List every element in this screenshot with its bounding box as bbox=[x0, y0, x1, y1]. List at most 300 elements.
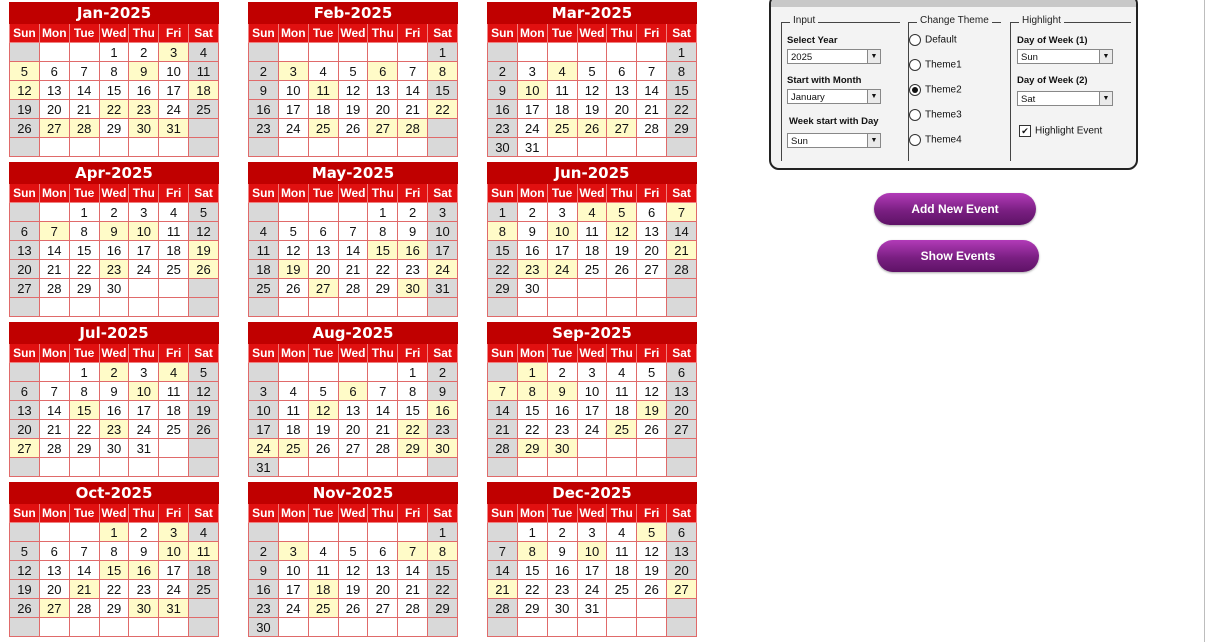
day-cell[interactable]: 28 bbox=[667, 260, 697, 279]
day-cell[interactable]: 15 bbox=[488, 241, 518, 260]
day-cell[interactable]: 6 bbox=[607, 62, 637, 81]
day-cell[interactable]: 29 bbox=[517, 599, 547, 618]
day-cell[interactable]: 24 bbox=[129, 420, 159, 439]
day-cell[interactable]: 21 bbox=[69, 580, 99, 599]
day-cell[interactable]: 5 bbox=[338, 62, 368, 81]
day-cell[interactable]: 21 bbox=[488, 580, 518, 599]
day-cell[interactable]: 8 bbox=[398, 382, 428, 401]
day-cell[interactable]: 5 bbox=[577, 62, 607, 81]
day-cell[interactable]: 20 bbox=[607, 100, 637, 119]
day-cell[interactable]: 24 bbox=[577, 420, 607, 439]
day-cell[interactable]: 31 bbox=[517, 138, 547, 157]
day-cell[interactable]: 14 bbox=[69, 561, 99, 580]
week-start-dropdown[interactable] bbox=[787, 133, 881, 148]
day-cell[interactable]: 19 bbox=[278, 260, 308, 279]
day-cell[interactable]: 13 bbox=[308, 241, 338, 260]
day-cell[interactable]: 28 bbox=[39, 439, 69, 458]
day-cell[interactable]: 17 bbox=[159, 561, 189, 580]
day-cell[interactable]: 14 bbox=[488, 401, 518, 420]
day-cell[interactable]: 11 bbox=[577, 222, 607, 241]
day-cell[interactable]: 19 bbox=[308, 420, 338, 439]
day-cell[interactable]: 4 bbox=[547, 62, 577, 81]
day-cell[interactable]: 24 bbox=[547, 260, 577, 279]
day-cell[interactable]: 17 bbox=[428, 241, 458, 260]
day-cell[interactable]: 24 bbox=[159, 100, 189, 119]
day-cell[interactable]: 14 bbox=[338, 241, 368, 260]
day-cell[interactable]: 30 bbox=[428, 439, 458, 458]
day-cell[interactable]: 26 bbox=[577, 119, 607, 138]
day-cell[interactable]: 22 bbox=[99, 100, 129, 119]
theme-radio-theme1[interactable] bbox=[909, 59, 962, 71]
day-cell[interactable]: 1 bbox=[69, 203, 99, 222]
day-cell[interactable]: 13 bbox=[667, 542, 697, 561]
day-cell[interactable]: 17 bbox=[129, 241, 159, 260]
day-cell[interactable]: 3 bbox=[129, 363, 159, 382]
day-cell[interactable]: 17 bbox=[278, 100, 308, 119]
day-cell[interactable]: 10 bbox=[159, 62, 189, 81]
day-cell[interactable]: 6 bbox=[39, 62, 69, 81]
day-cell[interactable]: 23 bbox=[249, 599, 279, 618]
day-cell[interactable]: 8 bbox=[69, 382, 99, 401]
day-cell[interactable]: 30 bbox=[398, 279, 428, 298]
day-cell[interactable]: 21 bbox=[398, 100, 428, 119]
day-cell[interactable]: 4 bbox=[308, 62, 338, 81]
day-cell[interactable]: 18 bbox=[159, 241, 189, 260]
day-cell[interactable]: 24 bbox=[428, 260, 458, 279]
day-cell[interactable]: 8 bbox=[517, 542, 547, 561]
day-cell[interactable]: 23 bbox=[398, 260, 428, 279]
day-cell[interactable]: 15 bbox=[428, 81, 458, 100]
day-cell[interactable]: 28 bbox=[69, 599, 99, 618]
day-cell[interactable]: 2 bbox=[99, 363, 129, 382]
day-cell[interactable]: 1 bbox=[517, 523, 547, 542]
day-cell[interactable]: 7 bbox=[338, 222, 368, 241]
day-cell[interactable]: 12 bbox=[338, 81, 368, 100]
day-cell[interactable]: 15 bbox=[69, 241, 99, 260]
day-cell[interactable]: 23 bbox=[428, 420, 458, 439]
day-cell[interactable]: 31 bbox=[159, 599, 189, 618]
day-cell[interactable]: 7 bbox=[488, 542, 518, 561]
day-cell[interactable]: 26 bbox=[308, 439, 338, 458]
day-cell[interactable]: 28 bbox=[488, 439, 518, 458]
day-cell[interactable]: 6 bbox=[10, 222, 40, 241]
day-cell[interactable]: 22 bbox=[99, 580, 129, 599]
day-cell[interactable]: 1 bbox=[428, 523, 458, 542]
day-cell[interactable]: 12 bbox=[577, 81, 607, 100]
day-cell[interactable]: 28 bbox=[637, 119, 667, 138]
day-cell[interactable]: 5 bbox=[308, 382, 338, 401]
day-cell[interactable]: 4 bbox=[189, 523, 219, 542]
day-cell[interactable]: 10 bbox=[159, 542, 189, 561]
day-cell[interactable]: 18 bbox=[607, 561, 637, 580]
day-cell[interactable]: 27 bbox=[667, 580, 697, 599]
day-cell[interactable]: 24 bbox=[278, 119, 308, 138]
day-cell[interactable]: 16 bbox=[517, 241, 547, 260]
day-cell[interactable]: 19 bbox=[189, 401, 219, 420]
day-cell[interactable]: 22 bbox=[428, 100, 458, 119]
day-cell[interactable]: 13 bbox=[667, 382, 697, 401]
day-cell[interactable]: 18 bbox=[577, 241, 607, 260]
day-cell[interactable]: 29 bbox=[667, 119, 697, 138]
day-cell[interactable]: 9 bbox=[428, 382, 458, 401]
day-cell[interactable]: 21 bbox=[637, 100, 667, 119]
day-cell[interactable]: 11 bbox=[159, 222, 189, 241]
day-cell[interactable]: 15 bbox=[368, 241, 398, 260]
day-cell[interactable]: 17 bbox=[517, 100, 547, 119]
day-cell[interactable]: 31 bbox=[249, 458, 279, 477]
day-cell[interactable]: 8 bbox=[368, 222, 398, 241]
day-cell[interactable]: 23 bbox=[99, 420, 129, 439]
day-cell[interactable]: 3 bbox=[547, 203, 577, 222]
day-cell[interactable]: 8 bbox=[428, 542, 458, 561]
day-cell[interactable]: 26 bbox=[10, 119, 40, 138]
day-cell[interactable]: 9 bbox=[398, 222, 428, 241]
day-cell[interactable]: 10 bbox=[517, 81, 547, 100]
day-cell[interactable]: 1 bbox=[667, 43, 697, 62]
day-cell[interactable]: 15 bbox=[428, 561, 458, 580]
day-cell[interactable]: 7 bbox=[368, 382, 398, 401]
day-cell[interactable]: 27 bbox=[637, 260, 667, 279]
day-cell[interactable]: 16 bbox=[547, 561, 577, 580]
day-cell[interactable]: 14 bbox=[368, 401, 398, 420]
show-events-button[interactable]: Show Events bbox=[877, 240, 1039, 272]
day-cell[interactable]: 11 bbox=[607, 382, 637, 401]
day-cell[interactable]: 5 bbox=[637, 523, 667, 542]
day-cell[interactable]: 9 bbox=[99, 222, 129, 241]
day-cell[interactable]: 6 bbox=[368, 62, 398, 81]
day-cell[interactable]: 2 bbox=[398, 203, 428, 222]
day-cell[interactable]: 26 bbox=[338, 599, 368, 618]
day-cell[interactable]: 21 bbox=[39, 260, 69, 279]
day-cell[interactable]: 5 bbox=[189, 363, 219, 382]
day-cell[interactable]: 30 bbox=[129, 599, 159, 618]
day-cell[interactable]: 22 bbox=[517, 580, 547, 599]
day-cell[interactable]: 21 bbox=[69, 100, 99, 119]
day-cell[interactable]: 20 bbox=[667, 561, 697, 580]
day-cell[interactable]: 2 bbox=[547, 523, 577, 542]
day-cell[interactable]: 13 bbox=[637, 222, 667, 241]
day-cell[interactable]: 9 bbox=[249, 561, 279, 580]
day-cell[interactable]: 25 bbox=[159, 420, 189, 439]
day-cell[interactable]: 27 bbox=[39, 119, 69, 138]
day-cell[interactable]: 21 bbox=[368, 420, 398, 439]
day-cell[interactable]: 7 bbox=[637, 62, 667, 81]
day-cell[interactable]: 18 bbox=[249, 260, 279, 279]
day-cell[interactable]: 12 bbox=[10, 561, 40, 580]
day-cell[interactable]: 20 bbox=[308, 260, 338, 279]
day-cell[interactable]: 6 bbox=[368, 542, 398, 561]
day-cell[interactable]: 23 bbox=[99, 260, 129, 279]
day-cell[interactable]: 9 bbox=[249, 81, 279, 100]
theme-radio-theme3[interactable] bbox=[909, 109, 962, 121]
day-cell[interactable]: 7 bbox=[488, 382, 518, 401]
day-cell[interactable]: 18 bbox=[308, 100, 338, 119]
day-cell[interactable]: 29 bbox=[69, 439, 99, 458]
day-cell[interactable]: 25 bbox=[577, 260, 607, 279]
day-cell[interactable]: 1 bbox=[368, 203, 398, 222]
day-cell[interactable]: 20 bbox=[637, 241, 667, 260]
day-cell[interactable]: 26 bbox=[637, 580, 667, 599]
day-cell[interactable]: 2 bbox=[428, 363, 458, 382]
day-cell[interactable]: 8 bbox=[99, 62, 129, 81]
day-cell[interactable]: 13 bbox=[10, 241, 40, 260]
day-cell[interactable]: 16 bbox=[488, 100, 518, 119]
day-cell[interactable]: 11 bbox=[278, 401, 308, 420]
day-cell[interactable]: 7 bbox=[398, 542, 428, 561]
day-cell[interactable]: 13 bbox=[368, 561, 398, 580]
day-cell[interactable]: 20 bbox=[667, 401, 697, 420]
day-cell[interactable]: 4 bbox=[278, 382, 308, 401]
day-cell[interactable]: 28 bbox=[368, 439, 398, 458]
day-cell[interactable]: 14 bbox=[637, 81, 667, 100]
day-cell[interactable]: 18 bbox=[308, 580, 338, 599]
day-cell[interactable]: 14 bbox=[667, 222, 697, 241]
day-cell[interactable]: 3 bbox=[129, 203, 159, 222]
day-cell[interactable]: 11 bbox=[607, 542, 637, 561]
day-cell[interactable]: 3 bbox=[159, 43, 189, 62]
day-cell[interactable]: 14 bbox=[39, 241, 69, 260]
day-cell[interactable]: 1 bbox=[428, 43, 458, 62]
day-cell[interactable]: 9 bbox=[517, 222, 547, 241]
day-cell[interactable]: 22 bbox=[368, 260, 398, 279]
day-cell[interactable]: 12 bbox=[10, 81, 40, 100]
day-cell[interactable]: 9 bbox=[99, 382, 129, 401]
day-cell[interactable]: 30 bbox=[129, 119, 159, 138]
day-cell[interactable]: 6 bbox=[39, 542, 69, 561]
day-cell[interactable]: 18 bbox=[607, 401, 637, 420]
day-cell[interactable]: 1 bbox=[99, 43, 129, 62]
day-cell[interactable]: 3 bbox=[159, 523, 189, 542]
day-cell[interactable]: 24 bbox=[278, 599, 308, 618]
day-cell[interactable]: 14 bbox=[398, 561, 428, 580]
day-cell[interactable]: 6 bbox=[667, 363, 697, 382]
day-cell[interactable]: 9 bbox=[547, 542, 577, 561]
day-cell[interactable]: 30 bbox=[99, 439, 129, 458]
day-cell[interactable]: 19 bbox=[607, 241, 637, 260]
day-cell[interactable]: 12 bbox=[607, 222, 637, 241]
day-cell[interactable]: 6 bbox=[10, 382, 40, 401]
day-cell[interactable]: 20 bbox=[368, 100, 398, 119]
day-cell[interactable]: 25 bbox=[278, 439, 308, 458]
day-cell[interactable]: 27 bbox=[338, 439, 368, 458]
day-cell[interactable]: 5 bbox=[10, 542, 40, 561]
highlight-event-checkbox[interactable] bbox=[1019, 125, 1102, 137]
day-cell[interactable]: 14 bbox=[488, 561, 518, 580]
day-cell[interactable]: 23 bbox=[547, 580, 577, 599]
day-cell[interactable]: 17 bbox=[547, 241, 577, 260]
day-cell[interactable]: 8 bbox=[99, 542, 129, 561]
day-cell[interactable]: 26 bbox=[189, 420, 219, 439]
day-cell[interactable]: 11 bbox=[189, 542, 219, 561]
day-cell[interactable]: 22 bbox=[517, 420, 547, 439]
day-cell[interactable]: 24 bbox=[577, 580, 607, 599]
day-cell[interactable]: 7 bbox=[39, 222, 69, 241]
day-cell[interactable]: 7 bbox=[667, 203, 697, 222]
day-cell[interactable]: 16 bbox=[547, 401, 577, 420]
day-cell[interactable]: 3 bbox=[577, 523, 607, 542]
day-cell[interactable]: 25 bbox=[189, 580, 219, 599]
day-cell[interactable]: 3 bbox=[517, 62, 547, 81]
day-cell[interactable]: 7 bbox=[398, 62, 428, 81]
day-cell[interactable]: 6 bbox=[338, 382, 368, 401]
day-cell[interactable]: 27 bbox=[308, 279, 338, 298]
theme-radio-theme4[interactable] bbox=[909, 134, 962, 146]
day-cell[interactable]: 14 bbox=[398, 81, 428, 100]
day-cell[interactable]: 3 bbox=[577, 363, 607, 382]
day-cell[interactable]: 22 bbox=[69, 420, 99, 439]
day-cell[interactable]: 23 bbox=[488, 119, 518, 138]
day-cell[interactable]: 12 bbox=[637, 382, 667, 401]
day-cell[interactable]: 28 bbox=[398, 599, 428, 618]
day-cell[interactable]: 17 bbox=[159, 81, 189, 100]
day-cell[interactable]: 22 bbox=[428, 580, 458, 599]
day-cell[interactable]: 20 bbox=[368, 580, 398, 599]
day-cell[interactable]: 16 bbox=[129, 81, 159, 100]
day-cell[interactable]: 29 bbox=[488, 279, 518, 298]
day-cell[interactable]: 22 bbox=[488, 260, 518, 279]
day-cell[interactable]: 10 bbox=[249, 401, 279, 420]
day-cell[interactable]: 23 bbox=[547, 420, 577, 439]
day-cell[interactable]: 7 bbox=[69, 62, 99, 81]
day-cell[interactable]: 8 bbox=[517, 382, 547, 401]
day-cell[interactable]: 29 bbox=[99, 119, 129, 138]
day-cell[interactable]: 29 bbox=[398, 439, 428, 458]
day-cell[interactable]: 29 bbox=[99, 599, 129, 618]
day-cell[interactable]: 30 bbox=[547, 599, 577, 618]
dow2-dropdown[interactable] bbox=[1017, 91, 1113, 106]
day-cell[interactable]: 6 bbox=[667, 523, 697, 542]
day-cell[interactable]: 10 bbox=[428, 222, 458, 241]
day-cell[interactable]: 25 bbox=[159, 260, 189, 279]
day-cell[interactable]: 19 bbox=[189, 241, 219, 260]
day-cell[interactable]: 5 bbox=[338, 542, 368, 561]
day-cell[interactable]: 10 bbox=[278, 561, 308, 580]
day-cell[interactable]: 17 bbox=[577, 401, 607, 420]
day-cell[interactable]: 19 bbox=[10, 100, 40, 119]
day-cell[interactable]: 24 bbox=[159, 580, 189, 599]
day-cell[interactable]: 11 bbox=[159, 382, 189, 401]
day-cell[interactable]: 21 bbox=[667, 241, 697, 260]
day-cell[interactable]: 21 bbox=[398, 580, 428, 599]
day-cell[interactable]: 26 bbox=[637, 420, 667, 439]
day-cell[interactable]: 22 bbox=[69, 260, 99, 279]
day-cell[interactable]: 9 bbox=[129, 62, 159, 81]
day-cell[interactable]: 27 bbox=[10, 439, 40, 458]
day-cell[interactable]: 19 bbox=[637, 401, 667, 420]
day-cell[interactable]: 16 bbox=[249, 580, 279, 599]
day-cell[interactable]: 20 bbox=[10, 260, 40, 279]
day-cell[interactable]: 26 bbox=[10, 599, 40, 618]
day-cell[interactable]: 1 bbox=[99, 523, 129, 542]
day-cell[interactable]: 5 bbox=[278, 222, 308, 241]
day-cell[interactable]: 19 bbox=[10, 580, 40, 599]
day-cell[interactable]: 16 bbox=[99, 401, 129, 420]
day-cell[interactable]: 18 bbox=[547, 100, 577, 119]
day-cell[interactable]: 6 bbox=[308, 222, 338, 241]
day-cell[interactable]: 3 bbox=[278, 62, 308, 81]
day-cell[interactable]: 20 bbox=[338, 420, 368, 439]
day-cell[interactable]: 4 bbox=[159, 363, 189, 382]
day-cell[interactable]: 24 bbox=[249, 439, 279, 458]
day-cell[interactable]: 2 bbox=[547, 363, 577, 382]
day-cell[interactable]: 4 bbox=[308, 542, 338, 561]
add-new-event-button[interactable]: Add New Event bbox=[874, 193, 1036, 225]
day-cell[interactable]: 20 bbox=[39, 100, 69, 119]
day-cell[interactable]: 15 bbox=[99, 561, 129, 580]
day-cell[interactable]: 30 bbox=[249, 618, 279, 637]
day-cell[interactable]: 14 bbox=[69, 81, 99, 100]
day-cell[interactable]: 2 bbox=[99, 203, 129, 222]
day-cell[interactable]: 23 bbox=[517, 260, 547, 279]
day-cell[interactable]: 18 bbox=[189, 81, 219, 100]
day-cell[interactable]: 24 bbox=[129, 260, 159, 279]
day-cell[interactable]: 9 bbox=[129, 542, 159, 561]
day-cell[interactable]: 16 bbox=[129, 561, 159, 580]
day-cell[interactable]: 17 bbox=[278, 580, 308, 599]
day-cell[interactable]: 25 bbox=[607, 580, 637, 599]
day-cell[interactable]: 5 bbox=[189, 203, 219, 222]
day-cell[interactable]: 28 bbox=[39, 279, 69, 298]
day-cell[interactable]: 13 bbox=[607, 81, 637, 100]
day-cell[interactable]: 26 bbox=[278, 279, 308, 298]
day-cell[interactable]: 30 bbox=[547, 439, 577, 458]
day-cell[interactable]: 13 bbox=[39, 81, 69, 100]
day-cell[interactable]: 16 bbox=[249, 100, 279, 119]
day-cell[interactable]: 9 bbox=[488, 81, 518, 100]
day-cell[interactable]: 23 bbox=[249, 119, 279, 138]
day-cell[interactable]: 27 bbox=[39, 599, 69, 618]
day-cell[interactable]: 18 bbox=[278, 420, 308, 439]
day-cell[interactable]: 5 bbox=[10, 62, 40, 81]
day-cell[interactable]: 2 bbox=[249, 62, 279, 81]
day-cell[interactable]: 27 bbox=[368, 599, 398, 618]
day-cell[interactable]: 10 bbox=[577, 382, 607, 401]
day-cell[interactable]: 5 bbox=[607, 203, 637, 222]
day-cell[interactable]: 26 bbox=[607, 260, 637, 279]
day-cell[interactable]: 2 bbox=[129, 523, 159, 542]
day-cell[interactable]: 30 bbox=[99, 279, 129, 298]
day-cell[interactable]: 10 bbox=[278, 81, 308, 100]
day-cell[interactable]: 3 bbox=[249, 382, 279, 401]
day-cell[interactable]: 17 bbox=[577, 561, 607, 580]
day-cell[interactable]: 26 bbox=[189, 260, 219, 279]
day-cell[interactable]: 8 bbox=[69, 222, 99, 241]
day-cell[interactable]: 30 bbox=[488, 138, 518, 157]
day-cell[interactable]: 15 bbox=[69, 401, 99, 420]
day-cell[interactable]: 7 bbox=[69, 542, 99, 561]
day-cell[interactable]: 3 bbox=[278, 542, 308, 561]
day-cell[interactable]: 24 bbox=[517, 119, 547, 138]
day-cell[interactable]: 31 bbox=[428, 279, 458, 298]
day-cell[interactable]: 31 bbox=[159, 119, 189, 138]
day-cell[interactable]: 25 bbox=[308, 599, 338, 618]
day-cell[interactable]: 3 bbox=[428, 203, 458, 222]
day-cell[interactable]: 12 bbox=[637, 542, 667, 561]
day-cell[interactable]: 27 bbox=[368, 119, 398, 138]
day-cell[interactable]: 31 bbox=[577, 599, 607, 618]
day-cell[interactable]: 27 bbox=[667, 420, 697, 439]
day-cell[interactable]: 19 bbox=[338, 580, 368, 599]
day-cell[interactable]: 2 bbox=[129, 43, 159, 62]
day-cell[interactable]: 10 bbox=[547, 222, 577, 241]
day-cell[interactable]: 10 bbox=[577, 542, 607, 561]
day-cell[interactable]: 13 bbox=[39, 561, 69, 580]
day-cell[interactable]: 5 bbox=[637, 363, 667, 382]
day-cell[interactable]: 14 bbox=[39, 401, 69, 420]
day-cell[interactable]: 13 bbox=[10, 401, 40, 420]
day-cell[interactable]: 31 bbox=[129, 439, 159, 458]
day-cell[interactable]: 15 bbox=[398, 401, 428, 420]
